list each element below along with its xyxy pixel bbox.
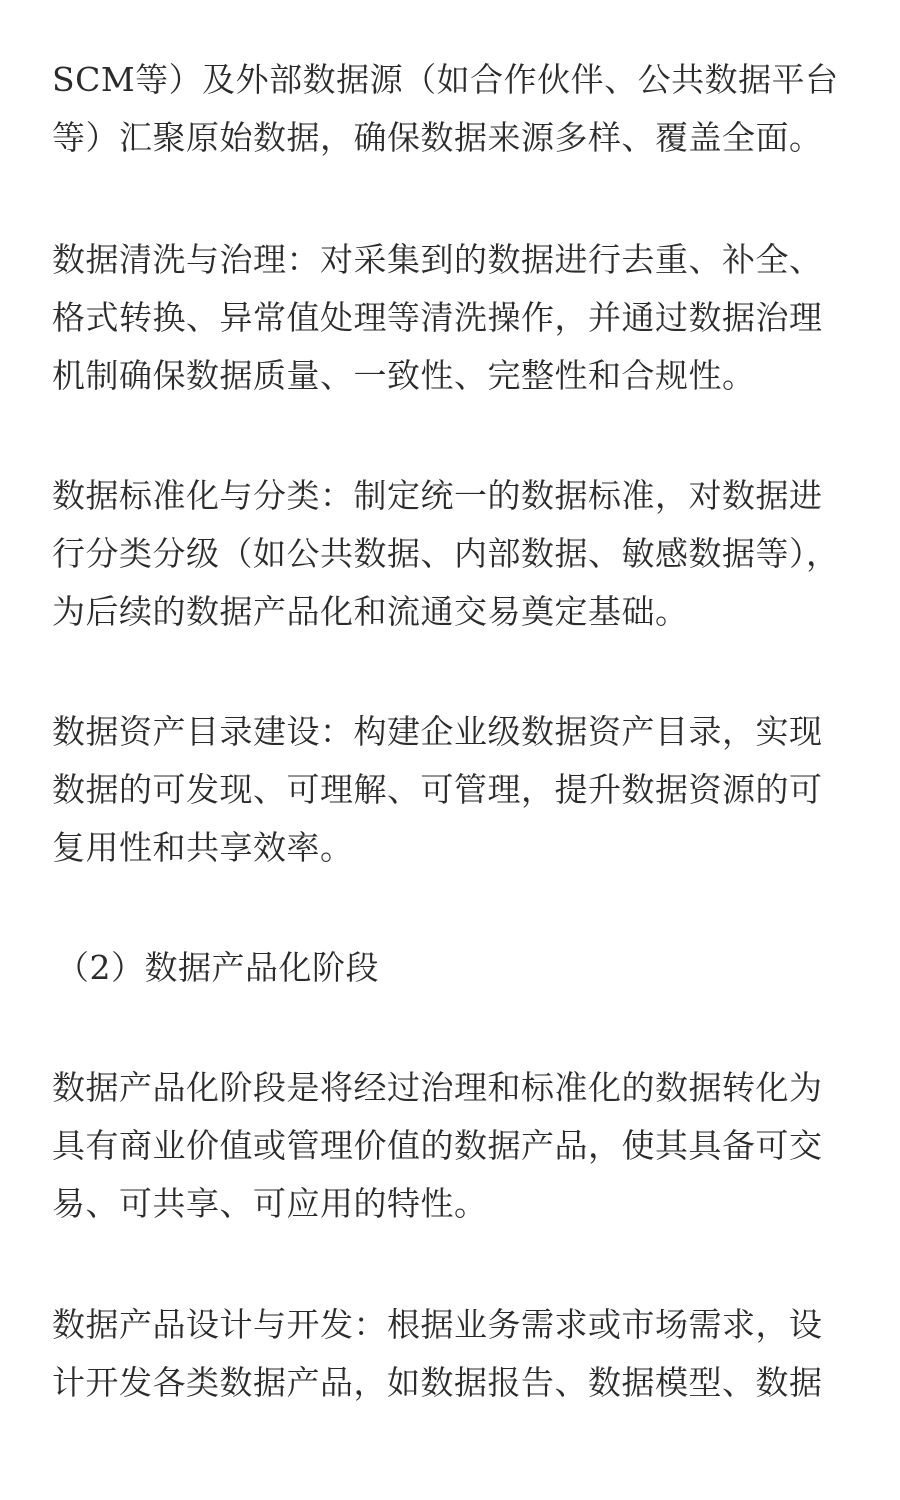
text-line: 为后续的数据产品化和流通交易奠定基础。 bbox=[52, 592, 689, 631]
text-line: 复用性和共享效率。 bbox=[52, 828, 354, 867]
text-line: 具有商业价值或管理价值的数据产品，使其具备可交 bbox=[52, 1126, 823, 1165]
text-line: 等）汇聚原始数据，确保数据来源多样、覆盖全面。 bbox=[52, 118, 823, 157]
text-line: 数据产品化阶段是将经过治理和标准化的数据转化为 bbox=[52, 1068, 823, 1107]
text-line: 计开发各类数据产品，如数据报告、数据模型、数据 bbox=[52, 1363, 823, 1402]
text-line: 行分类分级（如公共数据、内部数据、敏感数据等）， bbox=[52, 534, 840, 573]
section-heading: （2）数据产品化阶段 bbox=[56, 948, 379, 987]
text-line: 数据清洗与治理：对采集到的数据进行去重、补全、 bbox=[52, 240, 823, 279]
text-line: SCM等）及外部数据源（如合作伙伴、公共数据平台 bbox=[52, 60, 839, 99]
text-line: 数据标准化与分类：制定统一的数据标准，对数据进 bbox=[52, 476, 823, 515]
text-line: 数据的可发现、可理解、可管理，提升数据资源的可 bbox=[52, 770, 823, 809]
text-line: 数据资产目录建设：构建企业级数据资产目录，实现 bbox=[52, 712, 823, 751]
text-line: 易、可共享、可应用的特性。 bbox=[52, 1184, 488, 1223]
text-line: 格式转换、异常值处理等清洗操作，并通过数据治理 bbox=[52, 298, 823, 337]
text-line: 数据产品设计与开发：根据业务需求或市场需求，设 bbox=[52, 1305, 823, 1344]
text-line: 机制确保数据质量、一致性、完整性和合规性。 bbox=[52, 356, 756, 395]
